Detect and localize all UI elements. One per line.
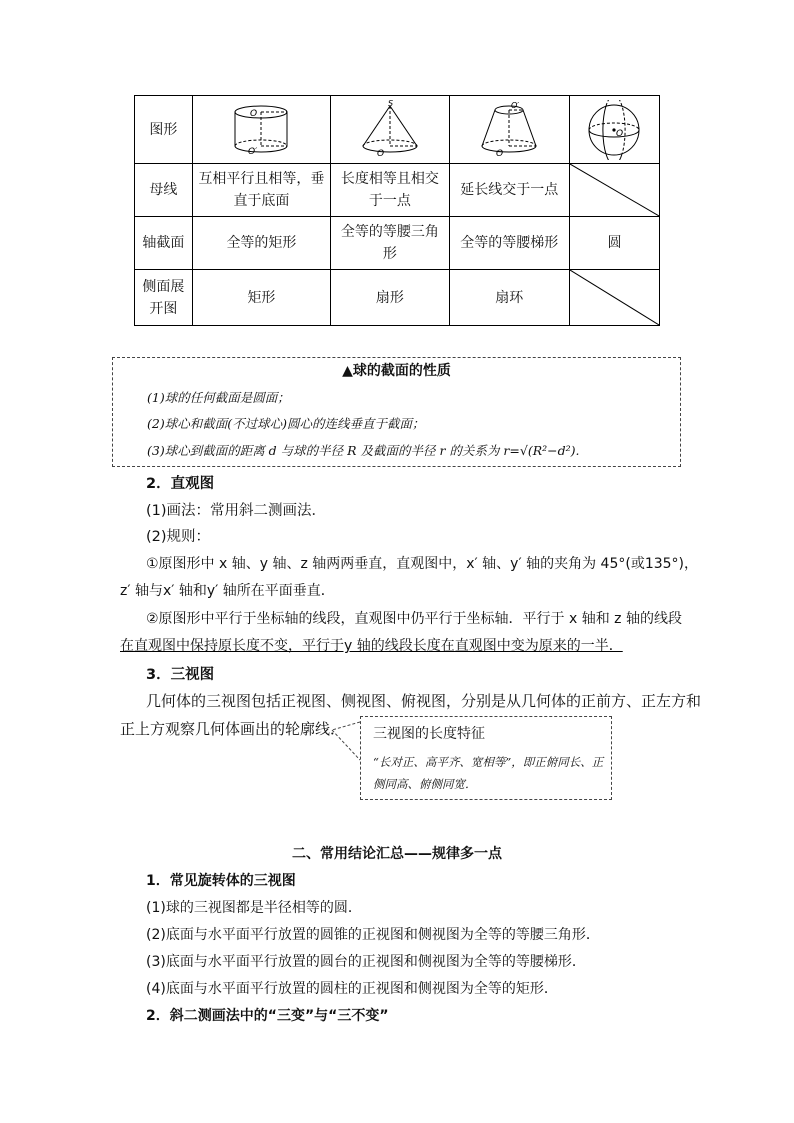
table-cell: 长度相等且相交于一点 — [331, 164, 449, 217]
rule1-line2: z′ 轴与x′ 轴和y′ 轴所在平面垂直． — [120, 583, 335, 599]
section2-rules-title: (2)规则： — [146, 529, 211, 545]
rule1-line1: ①原图形中 x 轴、y 轴、z 轴两两垂直，直观图中，x′ 轴、y′ 轴的夹角为 45°(或135°)， — [146, 556, 699, 572]
part2-item-4: (4)底面与水平面平行放置的圆柱的正视图和侧视图为全等的矩形． — [146, 981, 558, 997]
solids-table — [134, 95, 660, 326]
table-cell: 圆 — [569, 217, 659, 270]
label-O: O — [250, 108, 258, 119]
table-row — [135, 217, 660, 270]
part2-heading: 二、常用结论汇总——规律多一点 — [292, 846, 502, 862]
section3-line2: 正上方观察几何体画出的轮廓线． — [120, 720, 346, 738]
part2-item-2: (2)底面与水平面平行放置的圆锥的正视图和侧视图为全等的等腰三角形． — [146, 927, 600, 943]
table-cell: 扇环 — [449, 270, 569, 326]
sphere-property-1: (1)球的任何截面是圆面； — [147, 390, 290, 405]
part2-sub2: 2．斜二测画法中的“三变”与“三不变” — [146, 1008, 389, 1024]
table-row — [135, 96, 660, 164]
row-header: 母线 — [135, 164, 193, 217]
rule2-line1: ②原图形中平行于坐标轴的线段，直观图中仍平行于坐标轴．平行于 x 轴和 z 轴的线段 — [146, 611, 682, 627]
three-view-callout — [360, 716, 612, 800]
callout-title: 三视图的长度特征 — [373, 726, 485, 742]
row-header: 侧面展开图 — [135, 270, 193, 326]
table-cell: 全等的等腰三角形 — [331, 217, 449, 270]
table-cell: 扇形 — [331, 270, 449, 326]
row-header: 图形 — [135, 96, 193, 164]
table-cell: 全等的等腰梯形 — [449, 217, 569, 270]
label-O-sphere: O — [616, 128, 624, 139]
rule2-line2: 在直观图中保持原长度不变，平行于y 轴的线段长度在直观图中变为原来的一半． — [120, 638, 623, 654]
sphere-property-3: (3)球心到截面的距离 d 与球的半径 R 及截面的半径 r 的关系为 r=√(R²−d²). — [147, 443, 580, 458]
table-cell-diagonal — [569, 164, 659, 217]
sphere-property-2: (2)球心和截面(不过球心)圆心的连线垂直于截面； — [147, 416, 425, 431]
label-O-prime: O′ — [248, 146, 258, 157]
label-O-prime-frustum: O′ — [511, 100, 520, 110]
table-cell-diagonal — [569, 270, 659, 326]
sphere-figure — [569, 96, 659, 164]
table-cell: 全等的矩形 — [192, 217, 331, 270]
table-cell: 互相平行且相等，垂直于底面 — [192, 164, 331, 217]
part2-item-3: (3)底面与水平面平行放置的圆台的正视图和侧视图为全等的等腰梯形． — [146, 954, 586, 970]
part2-item-1: (1)球的三视图都是半径相等的圆． — [146, 900, 362, 916]
label-S: S — [387, 99, 393, 108]
section3-title: 3．三视图 — [146, 667, 215, 683]
section2-title: 2．直观图 — [146, 476, 215, 492]
table-cell: 延长线交于一点 — [449, 164, 569, 217]
label-O-cone: O — [376, 148, 384, 159]
section3-line1: 几何体的三视图包括正视图、侧视图、俯视图，分别是从几何体的正前方、正左方和 — [146, 692, 702, 710]
section2-method: (1)画法：常用斜二测画法． — [146, 503, 327, 519]
callout-body: “长对正、高平齐、宽相等”，即正俯同长、正侧同高、俯侧同宽． — [373, 755, 604, 791]
part2-sub1: 1．常见旋转体的三视图 — [146, 873, 296, 889]
cone-figure — [331, 96, 449, 164]
row-header: 轴截面 — [135, 217, 193, 270]
frustum-figure — [449, 96, 569, 164]
cylinder-figure — [192, 96, 331, 164]
label-O-frustum: O — [496, 148, 504, 159]
sphere-section-box — [112, 357, 681, 467]
sphere-box-title: ▲球的截面的性质 — [342, 363, 451, 379]
table-cell: 矩形 — [192, 270, 331, 326]
table-row — [135, 164, 660, 217]
table-row — [135, 270, 660, 326]
callout-pointer — [330, 716, 364, 766]
